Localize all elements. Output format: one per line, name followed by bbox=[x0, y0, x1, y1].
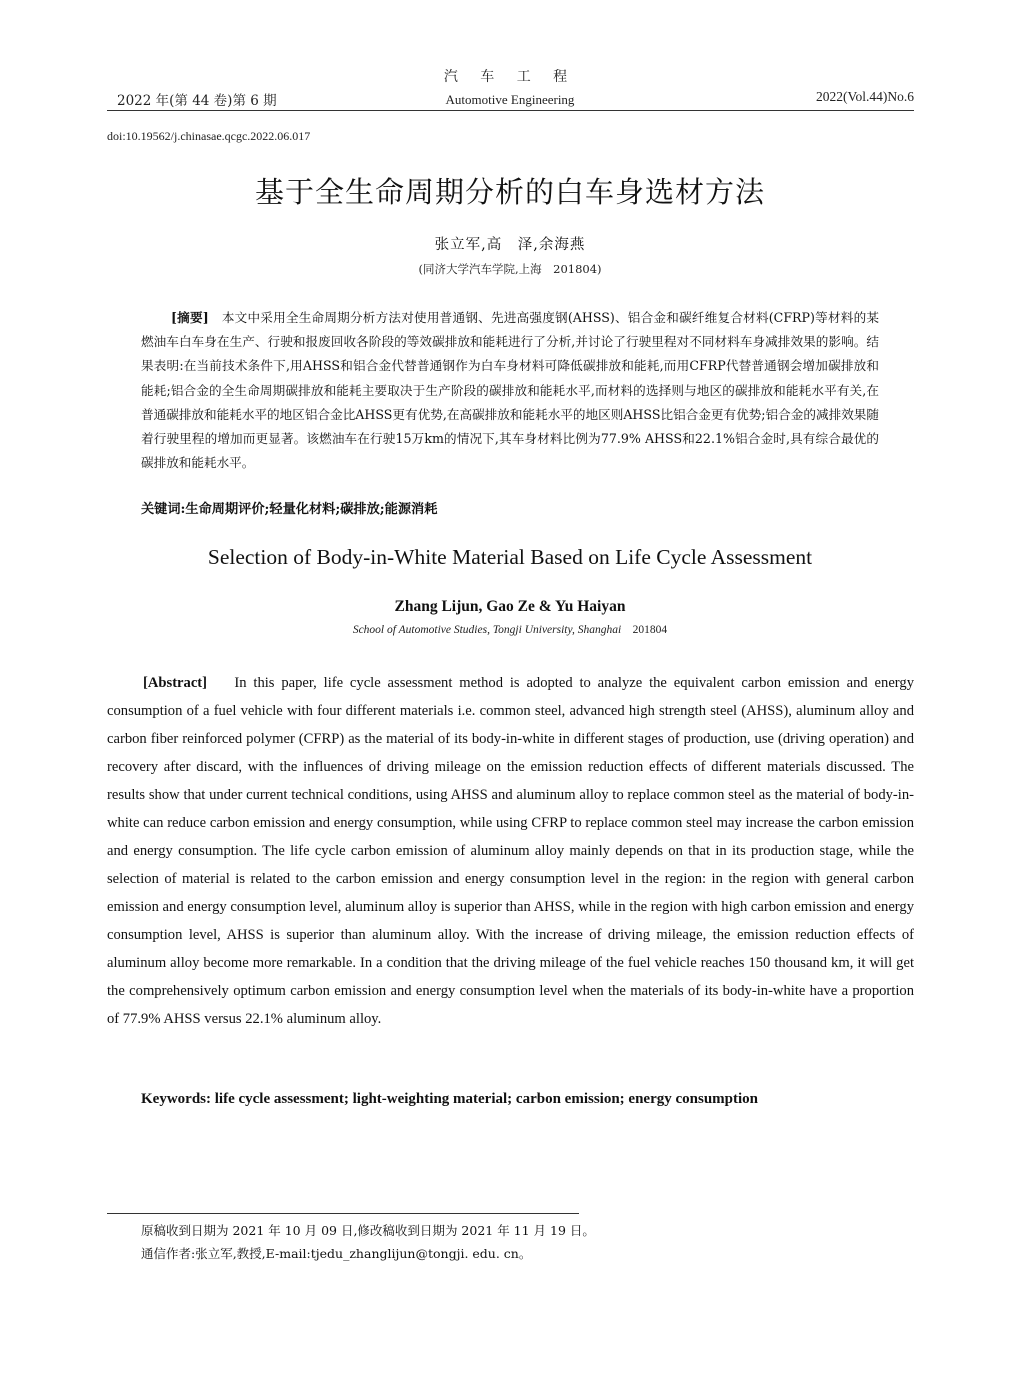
paper-title-en: Selection of Body-in-White Material Based on Life Cycle Assessment bbox=[207, 545, 813, 569]
abstract-cn bbox=[141, 306, 879, 475]
footnote-received: 原稿收到日期为 2021 年 10 月 09 日,修改稿收到日期为 2021 年 11 月 19 日。 bbox=[141, 1223, 595, 1238]
journal-title-en: Automotive Engineering bbox=[445, 92, 575, 107]
paper-title-cn: 基于全生命周期分析的白车身选材方法 bbox=[254, 175, 765, 209]
abstract-cn-label: [摘要] bbox=[171, 310, 209, 325]
affiliation-en bbox=[0, 624, 1020, 636]
authors-cn: 张立军,高 泽,余海燕 bbox=[434, 237, 586, 253]
keywords-en: Keywords: life cycle assessment; light-weighting material; carbon emission; energy consumption bbox=[141, 1091, 759, 1107]
abstract-cn-text: 本文中采用全生命周期分析方法对使用普通钢、先进高强度钢(AHSS)、铝合金和碳纤维复合材料(CFRP)等材料的某燃油车白车身在生产、行驶和报废回收各阶段的等效碳排放和能耗进行了分析,并讨论了行驶里程对不同材料车身减排效果的影响。结果表明:在当前技术条件下,用AHSS和铝合金代替普通钢作为白车身材料可降低碳排放和能耗,而用CFRP代替普通钢会增加碳排放和能耗;铝合金的全生命周期碳排放和能耗主要取决于生产阶段的碳排放和能耗水平,而材料的选择则与地区的碳排放和能耗水平有关,在普通碳排放和能耗水平的地区铝合金比AHSS更有优势,在高碳排放和能耗水平的地区则AHSS比铝合金更有优势;铝合金的减排效果随着行驶里程的增加而更显著。该燃油车在行驶15万km的情况下,其车身材料比例为77.9% AHSS和22.1%铝合金时,具有综合最优的碳排放和能耗水平。 bbox=[141, 310, 880, 471]
abstract-en bbox=[107, 669, 914, 1033]
affiliation-en-name: School of Automotive Studies, Tongji University, Shanghai bbox=[352, 624, 622, 636]
affiliation-en-postcode: 201804 bbox=[632, 624, 668, 636]
footnote-rule bbox=[107, 1213, 579, 1214]
header-rule bbox=[107, 110, 914, 111]
abstract-en-text: In this paper, life cycle assessment method is adopted to analyze the equivalent carbon emission and energy consumption of a fuel vehicle with four different materials i.e. common steel, advanced high strength steel (AHSS), aluminum alloy and carbon fiber reinforced polymer (CFRP) as the material of its body-in-white in different stages of production, use (driving operation) and recovery after discard, with the influences of driving mileage on the emission reduction effects of different materials discussed. The results show that under current technical conditions, using AHSS and aluminum alloy to replace common steel as the material of body-in-white can reduce carbon emission and energy consumption, while using CFRP to replace common steel may increase the carbon emission and energy consumption. The life cycle carbon emission of aluminum alloy mainly depends on that in its production stage, while the selection of material is related to the carbon emission and energy consumption level in the region: in the region with general carbon emission and energy consumption level, aluminum alloy is superior than AHSS, while in the region with high carbon emission and energy consumption level, AHSS is superior than aluminum alloy. With the increase of driving mileage, the emission reduction effects of aluminum alloy become more remarkable. In a condition that the driving mileage of the fuel vehicle reaches 150 thousand km, it will get the comprehensively optimum carbon emission and energy consumption level when the materials of its body-in-white have a proportion of 77.9% AHSS versus 22.1% aluminum alloy. bbox=[107, 675, 915, 1027]
keywords-cn: 关键词:生命周期评价;轻量化材料;碳排放;能源消耗 bbox=[141, 502, 438, 517]
journal-title-cn: 汽 车 工 程 bbox=[443, 69, 577, 85]
affiliation-cn: (同济大学汽车学院,上海 201804) bbox=[418, 262, 602, 276]
issue-en: 2022(Vol.44)No.6 bbox=[815, 89, 914, 104]
issue-cn: 2022 年(第 44 卷)第 6 期 bbox=[117, 93, 277, 109]
doi: doi:10.19562/j.chinasae.qcgc.2022.06.017 bbox=[107, 129, 311, 143]
authors-en: Zhang Lijun, Gao Ze & Yu Haiyan bbox=[394, 598, 626, 615]
footnote-corresponding: 通信作者:张立军,教授,E-mail:tjedu_zhanglijun@tongji. edu. cn。 bbox=[141, 1246, 532, 1261]
abstract-en-label: [Abstract] bbox=[143, 675, 208, 691]
